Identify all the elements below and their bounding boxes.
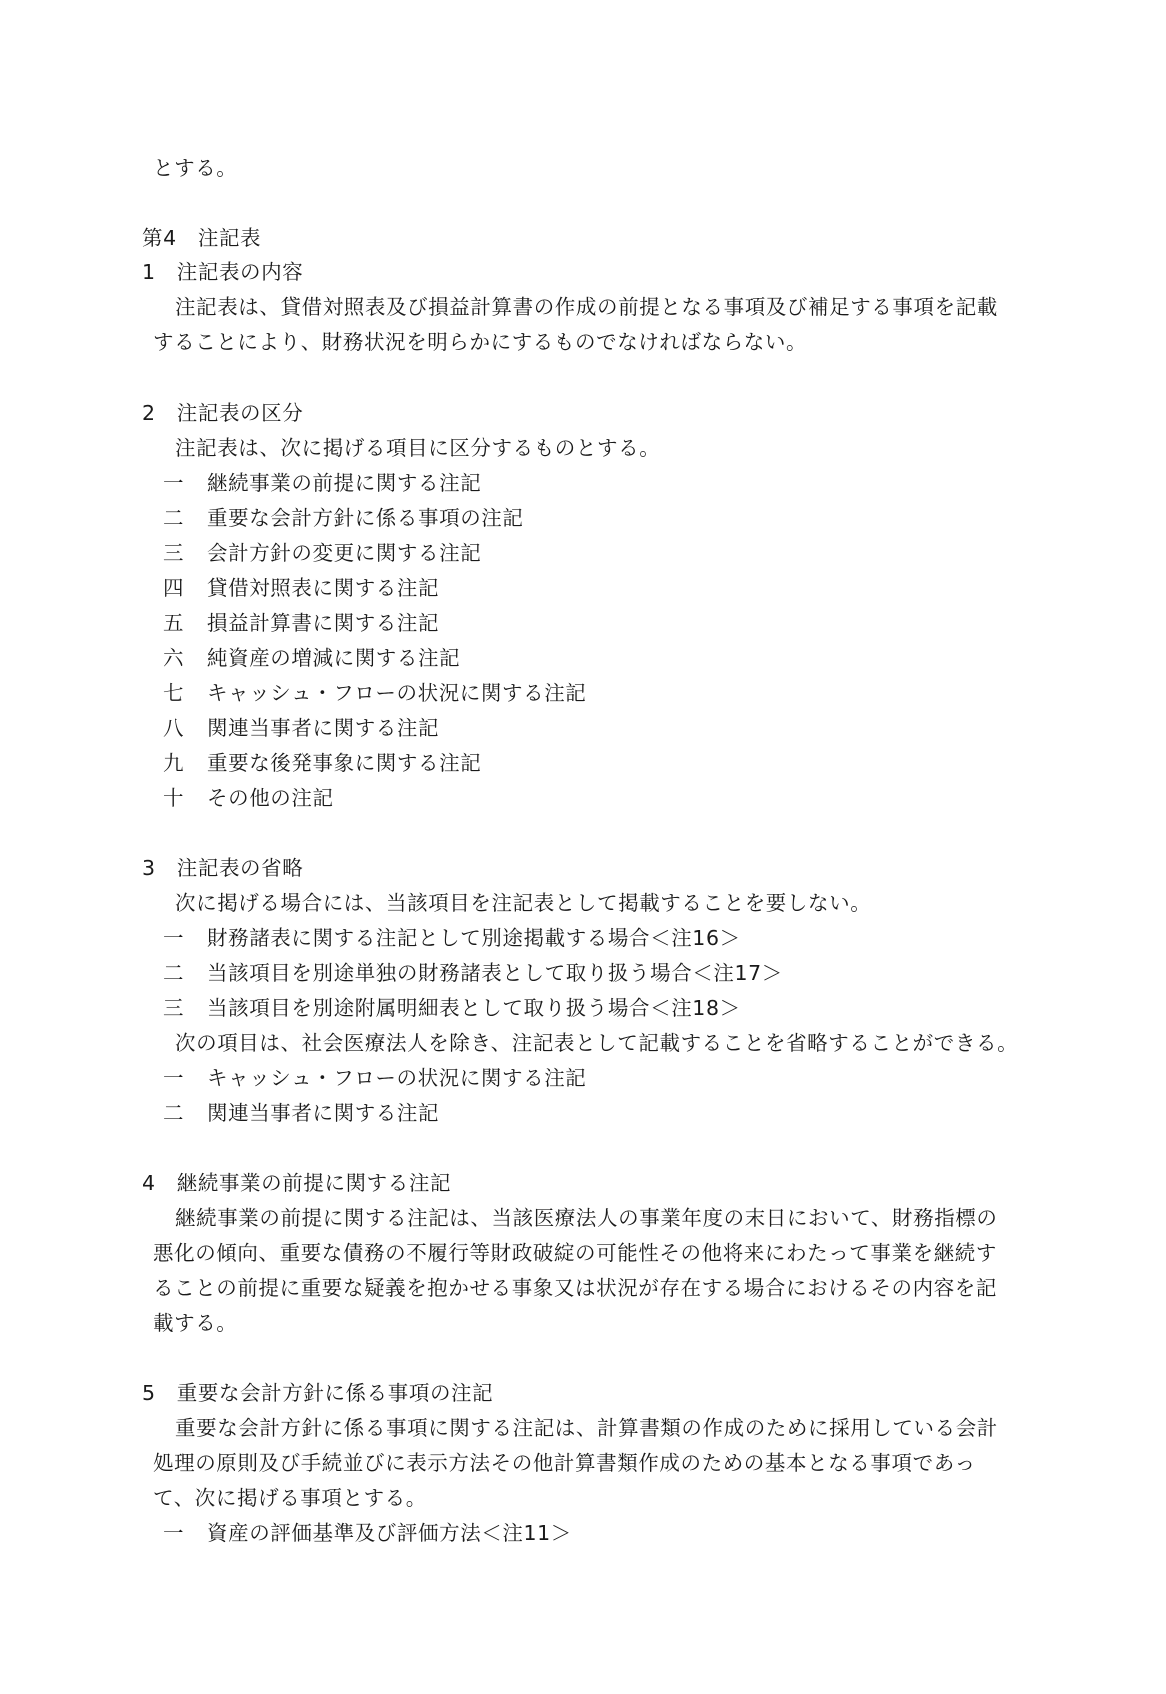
- chapter-title: 第4 注記表: [142, 226, 262, 250]
- list-item-number: 一: [163, 471, 185, 495]
- list-item-number: 一: [163, 1066, 185, 1090]
- list-item-number: 一: [163, 1521, 185, 1545]
- list-item: キャッシュ・フローの状況に関する注記: [207, 1066, 587, 1090]
- paragraph-line: 次の項目は、社会医療法人を除き、注記表として記載することを省略することができる。: [175, 1031, 1019, 1055]
- list-item: 当該項目を別途附属明細表として取り扱う場合＜注18＞: [207, 996, 741, 1020]
- list-item-number: 二: [163, 1101, 185, 1125]
- list-item: 資産の評価基準及び評価方法＜注11＞: [207, 1521, 572, 1545]
- list-item-number: 一: [163, 926, 185, 950]
- list-item-number: 十: [163, 786, 185, 810]
- list-item: 重要な後発事象に関する注記: [207, 751, 482, 775]
- paragraph-line: 次に掲げる場合には、当該項目を注記表として掲載することを要しない。: [175, 891, 872, 915]
- list-item: その他の注記: [207, 786, 334, 810]
- list-item: 継続事業の前提に関する注記: [207, 471, 482, 495]
- list-item: 関連当事者に関する注記: [207, 1101, 440, 1125]
- list-item: 会計方針の変更に関する注記: [207, 541, 482, 565]
- list-item: 重要な会計方針に係る事項の注記: [207, 506, 524, 530]
- list-item: 純資産の増減に関する注記: [207, 646, 461, 670]
- list-item-number: 九: [163, 751, 185, 775]
- section-heading: 4 継続事業の前提に関する注記: [142, 1171, 452, 1195]
- list-item: 財務諸表に関する注記として別途掲載する場合＜注16＞: [207, 926, 741, 950]
- paragraph-line: 注記表は、次に掲げる項目に区分するものとする。: [175, 436, 661, 460]
- list-item-number: 四: [163, 576, 185, 600]
- list-item-number: 三: [163, 541, 185, 565]
- paragraph-line: 載する。: [153, 1311, 238, 1335]
- section-heading: 2 注記表の区分: [142, 401, 304, 425]
- paragraph-line: 継続事業の前提に関する注記は、当該医療法人の事業年度の末日において、財務指標の: [175, 1206, 998, 1230]
- list-item-number: 二: [163, 961, 185, 985]
- section-heading: 3 注記表の省略: [142, 856, 304, 880]
- list-item: キャッシュ・フローの状況に関する注記: [207, 681, 587, 705]
- list-item: 損益計算書に関する注記: [207, 611, 440, 635]
- list-item: 関連当事者に関する注記: [207, 716, 440, 740]
- paragraph-line: 処理の原則及び手続並びに表示方法その他計算書類作成のための基本となる事項であっ: [153, 1451, 976, 1475]
- list-item-number: 五: [163, 611, 185, 635]
- list-item-number: 六: [163, 646, 185, 670]
- list-item: 貸借対照表に関する注記: [207, 576, 440, 600]
- paragraph-line: 悪化の傾向、重要な債務の不履行等財政破綻の可能性その他将来にわたって事業を継続す: [153, 1241, 997, 1265]
- section-heading: 5 重要な会計方針に係る事項の注記: [142, 1381, 494, 1405]
- section-heading: 1 注記表の内容: [142, 260, 304, 284]
- paragraph-line: ることの前提に重要な疑義を抱かせる事象又は状況が存在する場合におけるその内容を記: [153, 1276, 997, 1300]
- paragraph-line: て、次に掲げる事項とする。: [153, 1486, 427, 1510]
- list-item-number: 七: [163, 681, 185, 705]
- paragraph-line: 重要な会計方針に係る事項に関する注記は、計算書類の作成のために採用している会計: [175, 1416, 998, 1440]
- list-item-number: 八: [163, 716, 185, 740]
- paragraph-line: 注記表は、貸借対照表及び損益計算書の作成の前提となる事項及び補足する事項を記載: [175, 295, 998, 319]
- paragraph-line: することにより、財務状況を明らかにするものでなければならない。: [153, 330, 808, 354]
- continuation-text: とする。: [153, 156, 238, 180]
- list-item: 当該項目を別途単独の財務諸表として取り扱う場合＜注17＞: [207, 961, 783, 985]
- list-item-number: 三: [163, 996, 185, 1020]
- list-item-number: 二: [163, 506, 185, 530]
